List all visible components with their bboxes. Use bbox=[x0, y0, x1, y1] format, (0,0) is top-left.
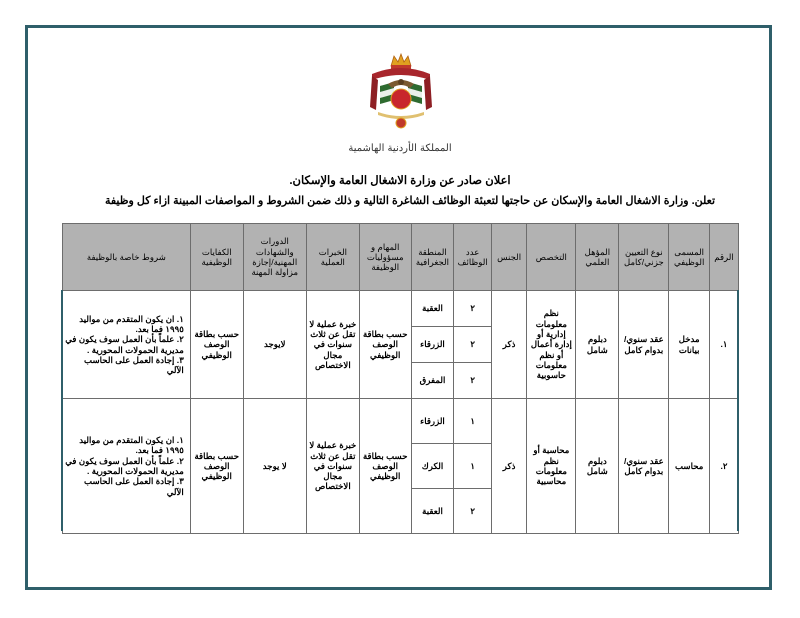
location-region: المفرق bbox=[411, 363, 454, 399]
announcement-intro: تعلن. وزارة الاشغال العامة والإسكان عن حاجتها لتعبئة الوظائف الشاغرة التالية و ذلك ضمن الشروط و المواصفات المبينة ازاء كل وظيفة bbox=[104, 195, 716, 207]
header-competencies: الكفايات الوظيفية bbox=[190, 224, 243, 291]
header-number: الرقم bbox=[710, 224, 739, 291]
header-qualification: المؤهل العلمي bbox=[576, 224, 619, 291]
coat-of-arms-icon bbox=[366, 52, 436, 130]
job-competencies: حسب بطاقة الوصف الوظيفي bbox=[190, 399, 243, 534]
job-courses: لايوجد bbox=[243, 291, 306, 399]
job-conditions bbox=[63, 399, 191, 534]
job-number: ١. bbox=[710, 291, 739, 399]
location-count: ١ bbox=[454, 399, 491, 444]
header-appointment-type: نوع التعيين جزني/كامل bbox=[619, 224, 669, 291]
condition-item: ١. ان يكون المتقدم من مواليد ١٩٩٥ فما بعد. bbox=[79, 435, 184, 456]
location-region: العقبة bbox=[411, 489, 454, 534]
job-duties: حسب بطاقة الوصف الوظيفي bbox=[359, 399, 411, 534]
location-count: ٢ bbox=[454, 489, 491, 534]
condition-item: ١. ان يكون المتقدم من مواليد ١٩٩٥ فما بعد. bbox=[79, 313, 184, 334]
table-edge-right bbox=[737, 290, 739, 531]
condition-item: ٢. علماً بأن العمل سوف يكون في مديرية الحمولات المحورية . bbox=[65, 455, 184, 476]
location-count: ٢ bbox=[454, 291, 491, 327]
job-appointment: عقد سنوي/بدوام كامل bbox=[619, 399, 669, 534]
job-specialization: محاسبة أو نظم معلومات محاسبية bbox=[527, 399, 576, 534]
job-gender: ذكر bbox=[491, 291, 526, 399]
table-row bbox=[63, 291, 739, 327]
condition-item: ٢. علماً بأن العمل سوف يكون في مديرية الحمولات المحورية . bbox=[65, 334, 184, 355]
location-region: الكرك bbox=[411, 444, 454, 489]
condition-item: ٣. إجادة العمل على الحاسب الآلي bbox=[84, 354, 184, 376]
job-specialization: نظم معلومات إدارية أو إدارة أعمال أو نظم معلومات حاسوبية bbox=[527, 291, 576, 399]
job-title: مدخل بيانات bbox=[669, 291, 710, 399]
header-job-title: المسمى الوظيفي bbox=[669, 224, 710, 291]
job-gender: ذكر bbox=[491, 399, 526, 534]
table-edge-left bbox=[61, 290, 63, 531]
table-row bbox=[63, 399, 739, 444]
location-count: ١ bbox=[454, 444, 491, 489]
job-appointment: عقد سنوي/بدوام كامل bbox=[619, 291, 669, 399]
kingdom-name: المملكة الأردنية الهاشمية bbox=[348, 143, 452, 154]
header-duties: المهام و مسؤوليات الوظيفة bbox=[359, 224, 411, 291]
location-region: الزرقاء bbox=[411, 399, 454, 444]
location-region: الزرقاء bbox=[411, 327, 454, 363]
announcement-title: اعلان صادر عن وزارة الاشغال العامة والإسكان. bbox=[289, 175, 511, 187]
header-gender: الجنس bbox=[491, 224, 526, 291]
job-duties: حسب بطاقة الوصف الوظيفي bbox=[359, 291, 411, 399]
location-region: العقبة bbox=[411, 291, 454, 327]
location-count: ٢ bbox=[454, 363, 491, 399]
header-specialization: التخصص bbox=[527, 224, 576, 291]
location-count: ٢ bbox=[454, 327, 491, 363]
header-region: المنطقة الجغرافية bbox=[411, 224, 454, 291]
header-experience: الخبرات العملية bbox=[306, 224, 359, 291]
job-number: ٢. bbox=[710, 399, 739, 534]
jobs-table bbox=[62, 223, 739, 534]
job-experience: خبرة عملية لا تقل عن ثلاث سنوات في مجال الاختصاص bbox=[306, 399, 359, 534]
job-qualification: دبلوم شامل bbox=[576, 399, 619, 534]
condition-item: ٣. إجادة العمل على الحاسب الآلي bbox=[84, 476, 184, 497]
job-experience: خبرة عملية لا تقل عن ثلاث سنوات في مجال الاختصاص bbox=[306, 291, 359, 399]
job-conditions bbox=[63, 291, 191, 399]
header-courses: الدورات والشهادات المهنية/إجازة مزاولة المهنة bbox=[243, 224, 306, 291]
table-header-row bbox=[63, 224, 739, 291]
header-job-count: عدد الوظائف bbox=[454, 224, 491, 291]
header-special-conditions: شروط خاصة بالوظيفة bbox=[63, 224, 191, 291]
job-courses: لا يوجد bbox=[243, 399, 306, 534]
job-qualification: دبلوم شامل bbox=[576, 291, 619, 399]
job-title: محاسب bbox=[669, 399, 710, 534]
job-competencies: حسب بطاقة الوصف الوظيفي bbox=[190, 291, 243, 399]
